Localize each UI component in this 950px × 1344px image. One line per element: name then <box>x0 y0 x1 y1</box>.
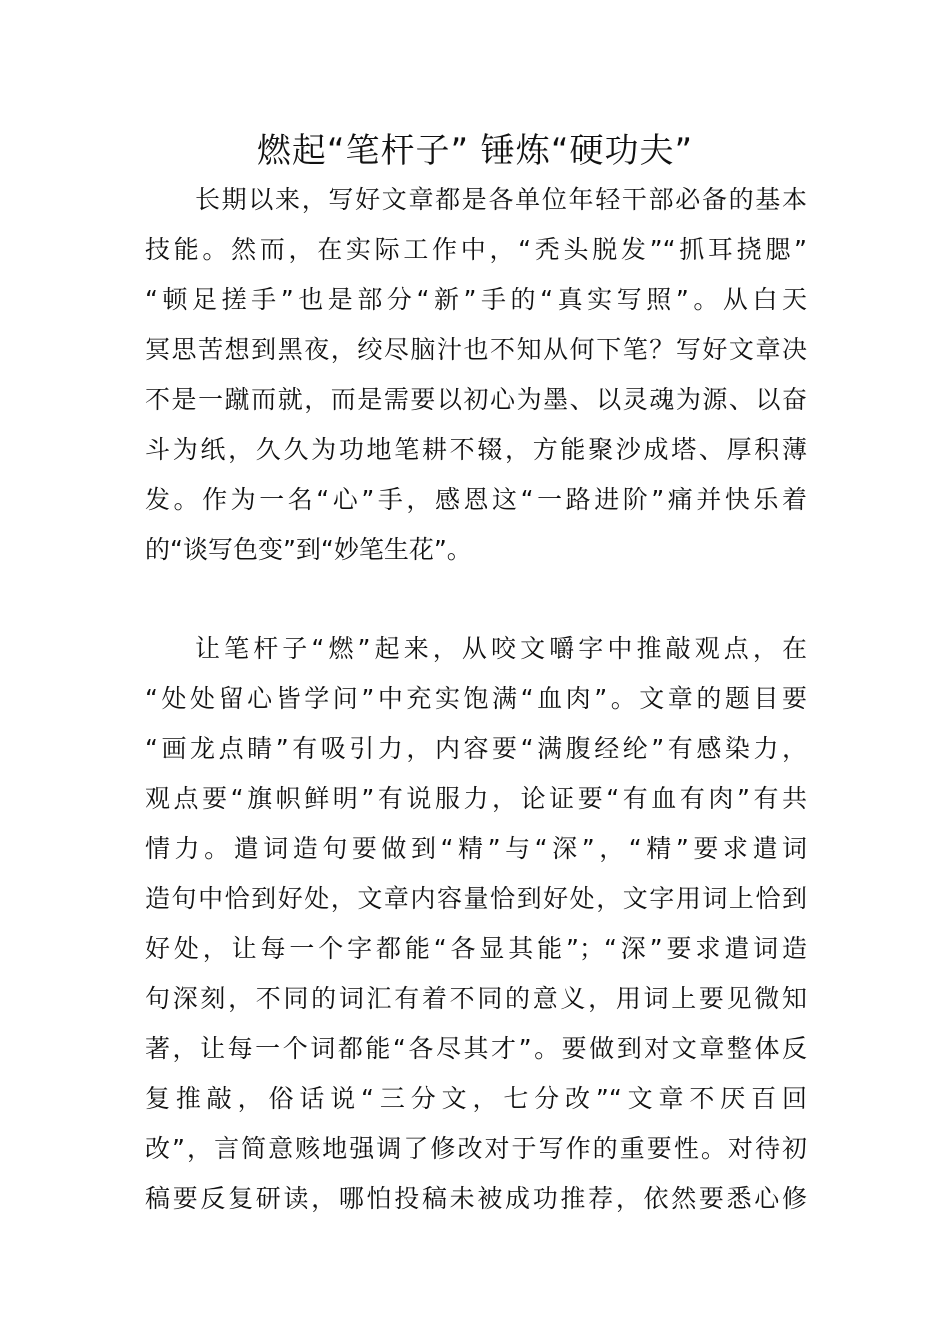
paragraph-line: 的“谈写色变”到“妙笔生花”。 <box>145 535 472 564</box>
paragraph-line: 冥思苦想到黑夜，绞尽脑汁也不知从何下笔？写好文章决 <box>145 335 807 364</box>
paragraph-line: 句深刻，不同的词汇有着不同的意义，用词上要见微知 <box>145 984 807 1013</box>
paragraph-line: 技能。然而，在实际工作中，“秃头脱发”“抓耳挠腮” <box>145 235 807 264</box>
paragraph-line: 情力。遣词造句要做到“精”与“深”，“精”要求遣词 <box>145 834 807 863</box>
paragraph-line: 不是一蹴而就，而是需要以初心为墨、以灵魂为源、以奋 <box>145 385 807 414</box>
paragraph-line: 观点要“旗帜鲜明”有说服力，论证要“有血有肉”有共 <box>145 784 807 813</box>
document-title: 燃起“笔杆子” 锤炼“硬功夫” <box>256 131 694 171</box>
paragraph-line: 改”，言简意赅地强调了修改对于写作的重要性。对待初 <box>145 1134 807 1163</box>
paragraph-line: “处处留心皆学问”中充实饱满“血肉”。文章的题目要 <box>145 684 807 713</box>
paragraph-line: 复推敲，俗话说“三分文，七分改”“文章不厌百回 <box>145 1084 807 1113</box>
paragraph-line: 好处，让每一个字都能“各显其能”；“深”要求遣词造 <box>145 934 807 963</box>
paragraph-line: 著，让每一个词都能“各尽其才”。要做到对文章整体反 <box>145 1034 807 1063</box>
paragraph-line: “画龙点睛”有吸引力，内容要“满腹经纶”有感染力， <box>145 734 807 763</box>
paragraph-line: 让笔杆子“燃”起来，从咬文嚼字中推敲观点，在 <box>195 634 807 663</box>
paragraph-line: “顿足搓手”也是部分“新”手的“真实写照”。从白天 <box>145 285 807 314</box>
paragraph-line: 长期以来，写好文章都是各单位年轻干部必备的基本 <box>195 185 807 214</box>
paragraph-line: 斗为纸，久久为功地笔耕不辍，方能聚沙成塔、厚积薄 <box>145 435 807 464</box>
paragraph-line: 稿要反复研读，哪怕投稿未被成功推荐，依然要悉心修 <box>145 1184 807 1213</box>
paragraph-line: 造句中恰到好处，文章内容量恰到好处，文字用词上恰到 <box>145 884 807 913</box>
paragraph-line: 发。作为一名“心”手，感恩这“一路进阶”痛并快乐着 <box>145 485 807 514</box>
